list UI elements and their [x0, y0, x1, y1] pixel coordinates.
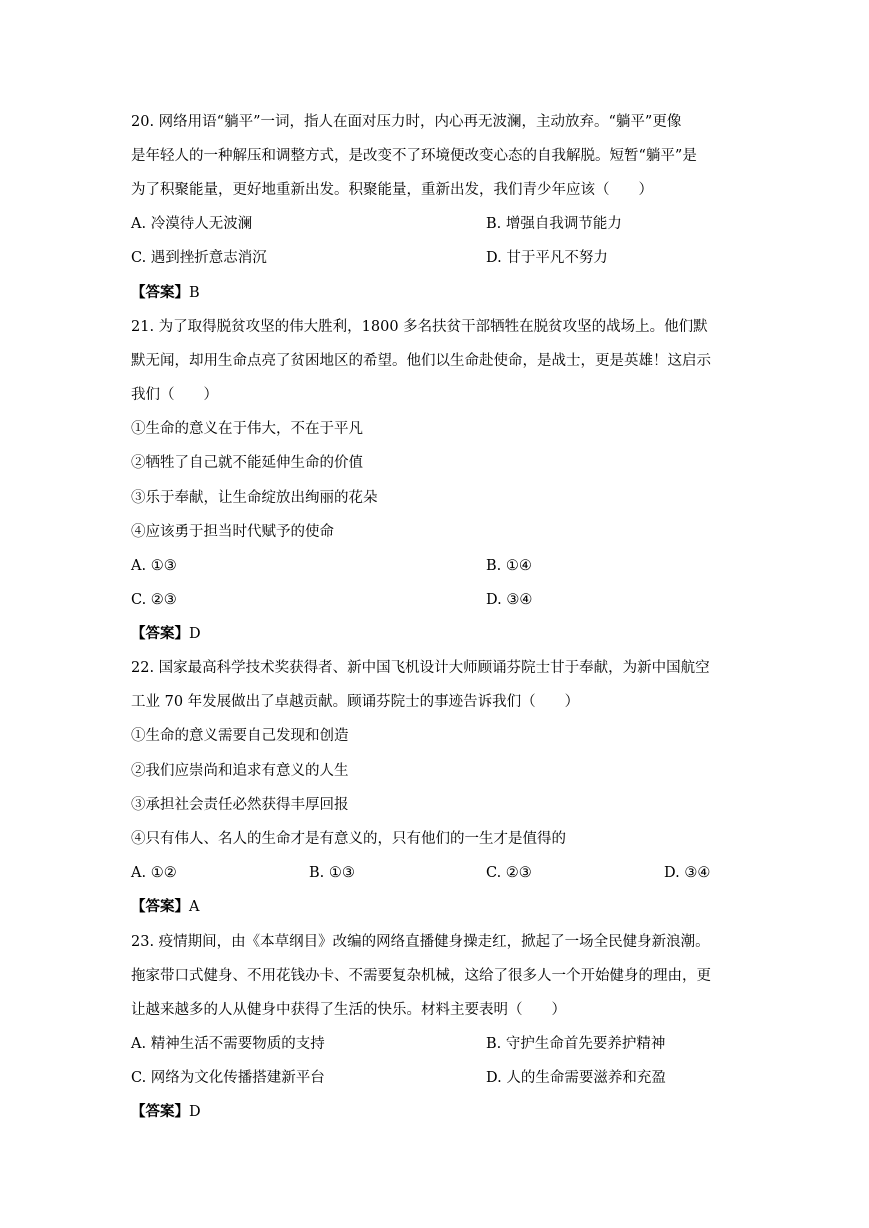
question-stem-line: 我们（ ）: [131, 387, 218, 403]
option-c: C. ②③: [486, 865, 532, 881]
answer-line: [131, 897, 199, 917]
statement-item: ④只有伟人、名人的生命才是有意义的，只有他们的一生才是值得的: [131, 831, 566, 847]
question-stem-line: 23. 疫情期间，由《本草纲目》改编的网络直播健身操走红，掀起了一场全民健身新浪潮。: [131, 934, 710, 950]
question-stem-line: 工业 70 年发展做出了卓越贡献。顾诵芬院士的事迹告诉我们（ ）: [131, 694, 580, 710]
answer-tag: 【答案】: [131, 899, 189, 915]
option-a: A. 冷漠待人无波澜: [131, 216, 253, 232]
option-c: C. 遇到挫折意志消沉: [131, 250, 267, 266]
statement-item: ②我们应崇尚和追求有意义的人生: [131, 763, 349, 779]
answer-tag: 【答案】: [131, 285, 189, 301]
question-stem-line: 22. 国家最高科学技术奖获得者、新中国飞机设计大师顾诵芬院士甘于奉献，为新中国航空: [131, 660, 710, 676]
option-a: A. ①③: [131, 558, 177, 574]
statement-item: ②牺牲了自己就不能延伸生命的价值: [131, 455, 363, 471]
option-d: D. 人的生命需要滋养和充盈: [486, 1070, 666, 1086]
option-a: A. 精神生活不需要物质的支持: [131, 1036, 325, 1052]
statement-item: ③承担社会责任必然获得丰厚回报: [131, 797, 349, 813]
answer-line: [131, 624, 201, 644]
statement-item: ③乐于奉献，让生命绽放出绚丽的花朵: [131, 490, 378, 506]
question-stem-line: 让越来越多的人从健身中获得了生活的快乐。材料主要表明（ ）: [131, 1002, 566, 1018]
answer-tag: 【答案】: [131, 626, 189, 642]
statement-item: ①生命的意义在于伟大，不在于平凡: [131, 421, 363, 437]
question-stem-line: 20. 网络用语“躺平”一词，指人在面对压力时，内心再无波澜，主动放弃。“躺平”更像: [131, 114, 682, 130]
answer-tag: 【答案】: [131, 1104, 189, 1120]
option-b: B. ①③: [309, 865, 355, 881]
option-b: B. 增强自我调节能力: [486, 216, 622, 232]
question-stem-line: 为了积聚能量，更好地重新出发。积聚能量，重新出发，我们青少年应该（ ）: [131, 182, 653, 198]
question-stem-line: 是年轻人的一种解压和调整方式，是改变不了环境便改变心态的自我解脱。短暂“躺平”是: [131, 148, 697, 164]
answer-value: B: [189, 285, 200, 301]
option-b: B. 守护生命首先要养护精神: [486, 1036, 666, 1052]
question-stem-line: 拖家带口式健身、不用花钱办卡、不需要复杂机械，这给了很多人一个开始健身的理由，更: [131, 968, 711, 984]
answer-value: A: [189, 899, 200, 915]
statement-item: ④应该勇于担当时代赋予的使命: [131, 524, 334, 540]
question-stem-line: 默无闻，却用生命点亮了贫困地区的希望。他们以生命赴使命，是战士，更是英雄！这启示: [131, 353, 711, 369]
option-d: D. ③④: [664, 865, 711, 881]
option-c: C. 网络为文化传播搭建新平台: [131, 1070, 325, 1086]
statement-item: ①生命的意义需要自己发现和创造: [131, 728, 349, 744]
option-d: D. ③④: [486, 592, 533, 608]
question-stem-line: 21. 为了取得脱贫攻坚的伟大胜利，1800 多名扶贫干部牺牲在脱贫攻坚的战场上。他们默: [131, 319, 708, 335]
answer-line: [131, 283, 200, 303]
option-d: D. 甘于平凡不努力: [486, 250, 608, 266]
answer-value: D: [189, 626, 201, 642]
answer-line: [131, 1102, 201, 1122]
answer-value: D: [189, 1104, 201, 1120]
option-b: B. ①④: [486, 558, 532, 574]
option-a: A. ①②: [131, 865, 177, 881]
option-c: C. ②③: [131, 592, 177, 608]
